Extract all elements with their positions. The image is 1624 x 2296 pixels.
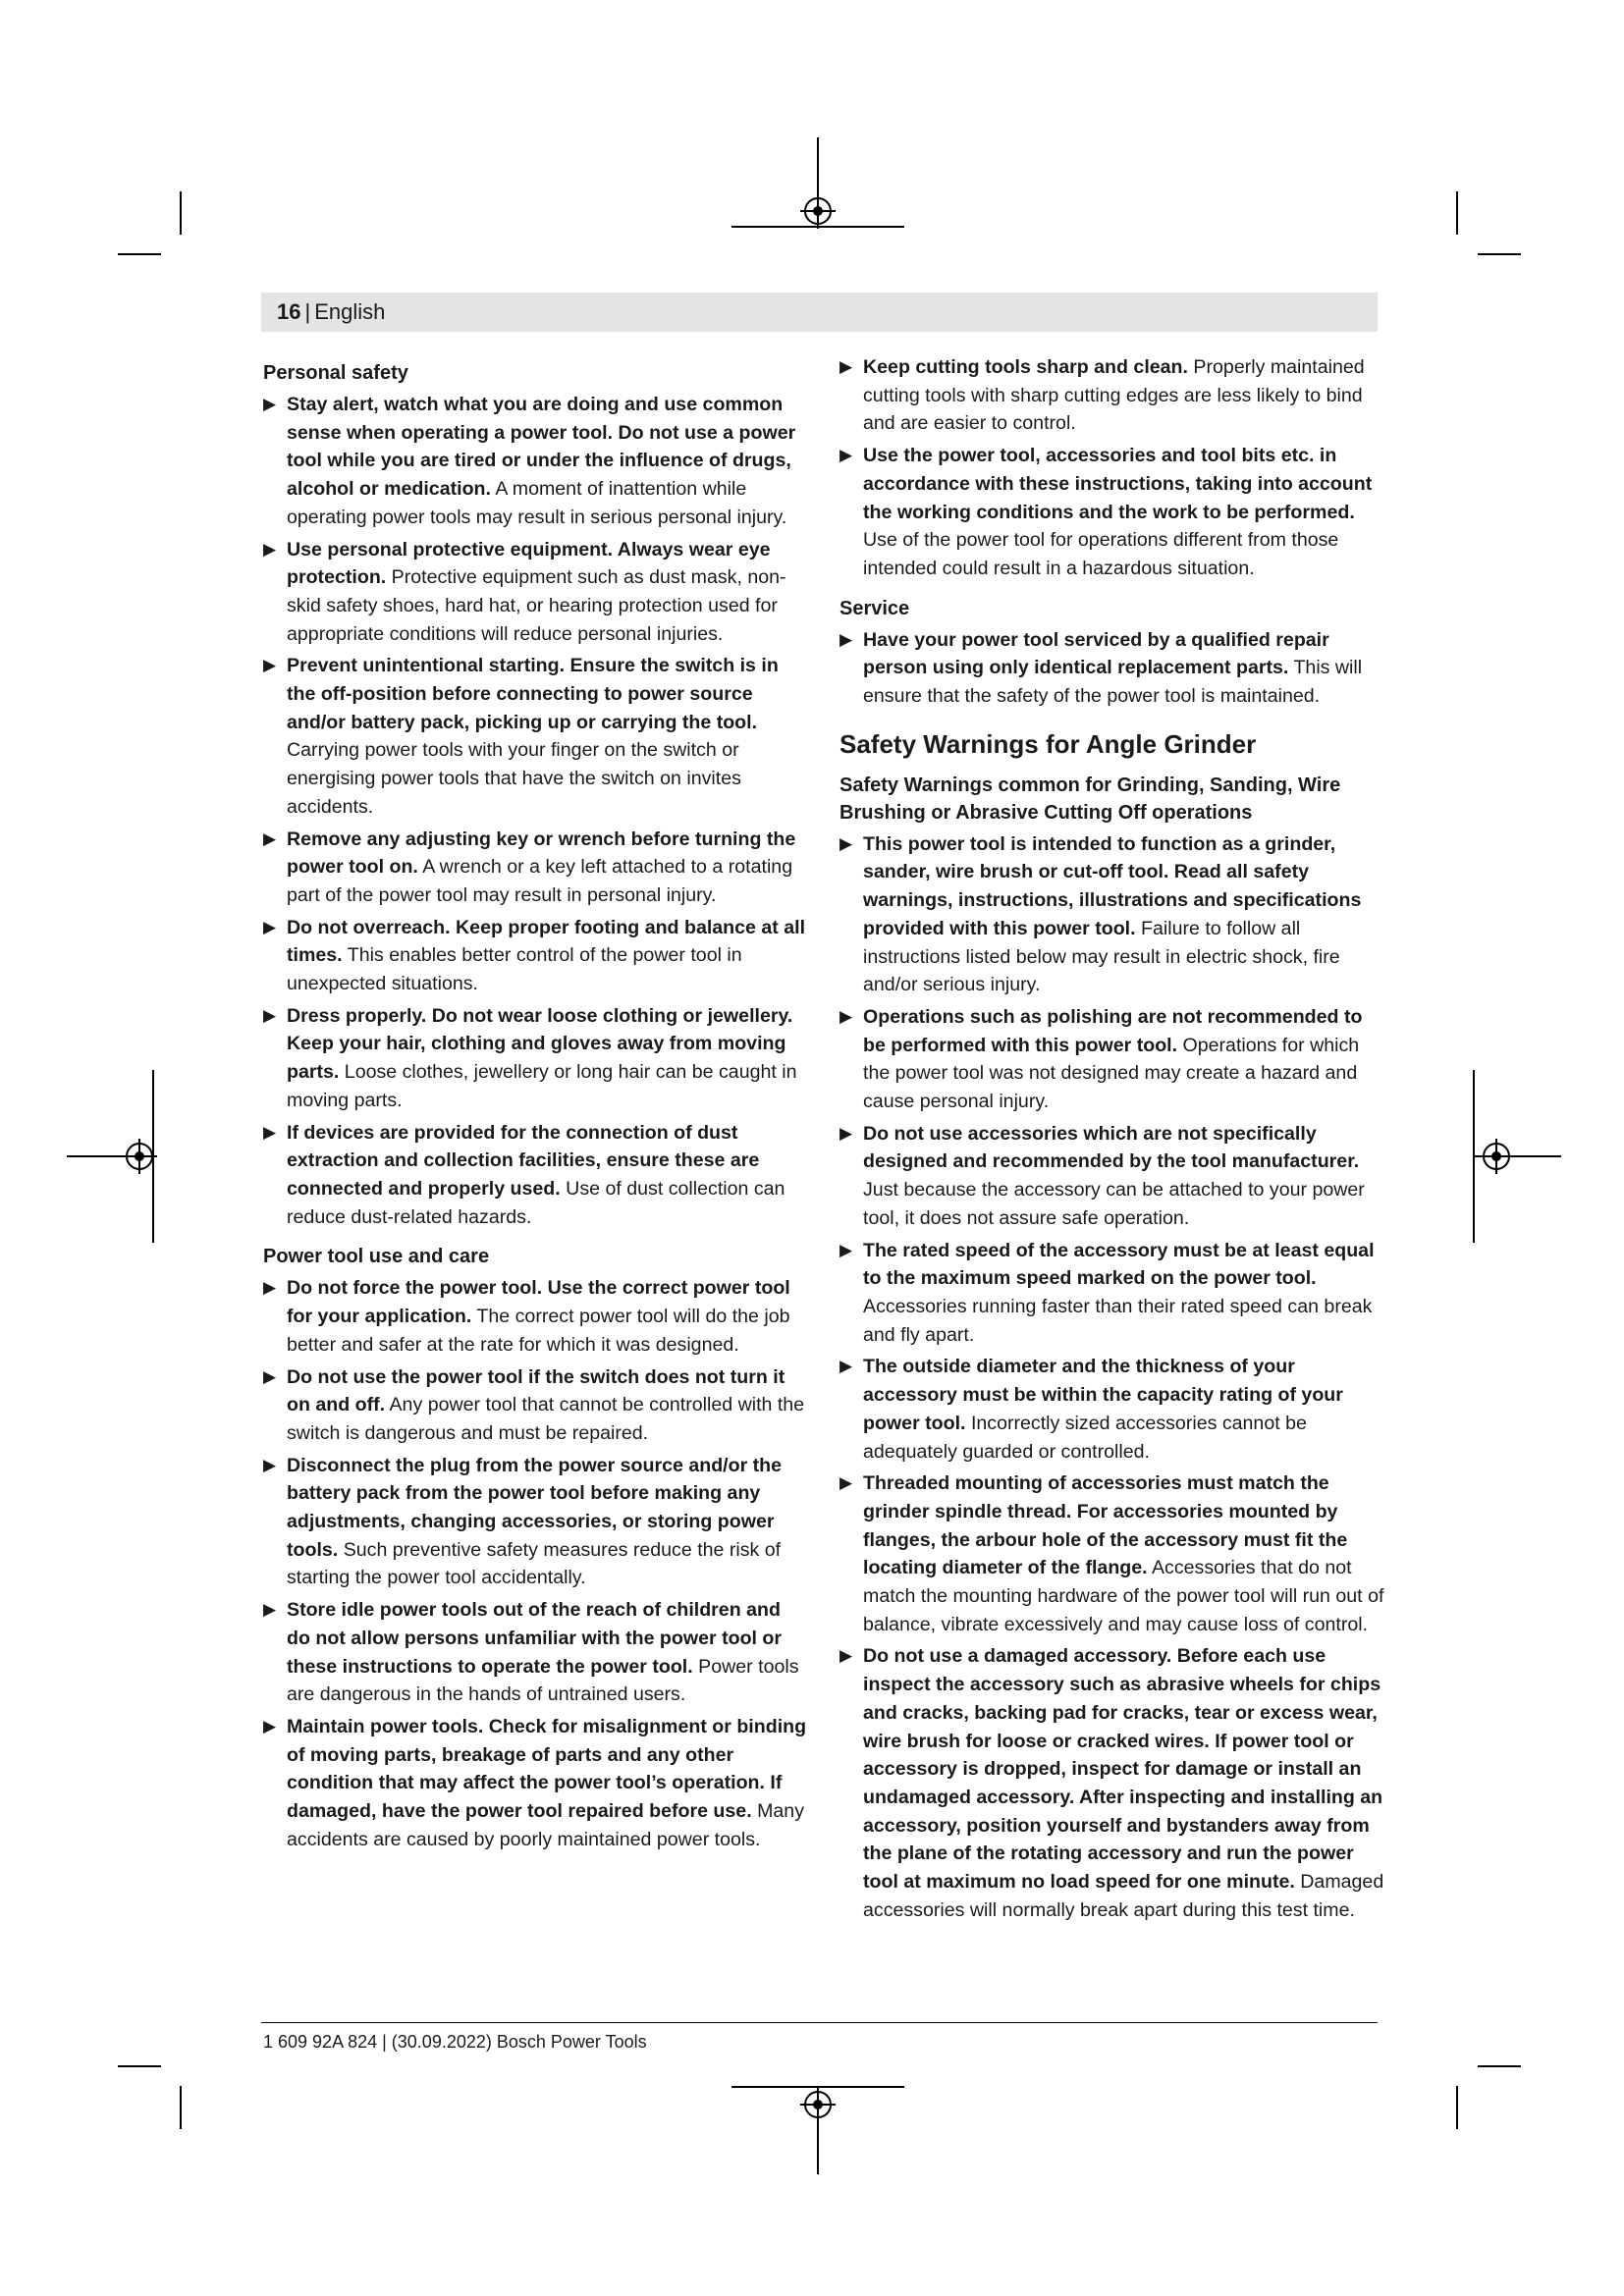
- right-column: [839, 353, 1384, 1936]
- triangle-right-icon: ▶: [839, 1123, 853, 1143]
- item-text: Many accidents are caused by poorly maintained power tools.: [287, 1800, 804, 1850]
- item-text: Accessories that do not match the mounting hardware of the power tool will run out of balance, vibrate excessively and may cause loss of control.: [863, 1557, 1384, 1635]
- triangle-right-icon: ▶: [839, 357, 853, 376]
- list-item: [263, 826, 808, 910]
- list-item: [839, 353, 1384, 438]
- personal-safety-list: [263, 391, 808, 1231]
- triangle-right-icon: ▶: [263, 1005, 277, 1025]
- item-text: Just because the accessory can be attached to your power tool, it does not assure safe operation.: [863, 1179, 1365, 1229]
- item-text: Carrying power tools with your finger on the switch or energising power tools that have the switch on invites accidents.: [287, 739, 741, 818]
- item-bold-text: Have your power tool serviced by a qualified repair person using only identical replacement parts.: [863, 628, 1329, 679]
- triangle-right-icon: ▶: [263, 395, 277, 413]
- crop-mark: [180, 191, 182, 235]
- item-bold-text: Operations such as polishing are not recommended to be performed with this power tool.: [863, 1005, 1363, 1056]
- item-bold-text: The rated speed of the accessory must be at least equal to the maximum speed marked on the power tool.: [863, 1239, 1375, 1290]
- item-text: The correct power tool will do the job better and safer at the rate for which it was designed.: [287, 1306, 790, 1356]
- item-text: Properly maintained cutting tools with sharp cutting edges are less likely to bind and are easier to control.: [863, 356, 1365, 435]
- item-text: Any power tool that cannot be controlled with the switch is dangerous and must be repaired.: [287, 1394, 805, 1444]
- triangle-right-icon: ▶: [263, 1600, 277, 1620]
- triangle-right-icon: ▶: [263, 1122, 277, 1142]
- list-item: [839, 1120, 1384, 1233]
- list-item: [263, 652, 808, 821]
- triangle-right-icon: ▶: [263, 1366, 277, 1386]
- triangle-right-icon: ▶: [263, 539, 277, 559]
- list-item: [263, 1713, 808, 1854]
- list-item: [263, 1596, 808, 1709]
- triangle-right-icon: ▶: [263, 828, 277, 848]
- list-item: [839, 1003, 1384, 1116]
- item-text: Protective equipment such as dust mask, non-skid safety shoes, hard hat, or hearing protection used for appropriate conditions will reduce personal injuries.: [287, 566, 786, 645]
- triangle-right-icon: ▶: [839, 1357, 853, 1376]
- item-bold-text: This power tool is intended to function as a grinder, sander, wire brush or cut-off tool. Read all safety warnings, instructions, illustrations and specifications provided with this power tool.: [863, 832, 1362, 939]
- page-number: 16: [277, 299, 301, 324]
- list-item: [839, 1642, 1384, 1924]
- item-text: This enables better control of the power tool in unexpected situations.: [287, 944, 742, 995]
- item-bold-text: Use the power tool, accessories and tool bits etc. in accordance with these instructions, taking into account the working conditions and the work to be performed.: [863, 445, 1373, 523]
- triangle-right-icon: ▶: [839, 446, 853, 465]
- item-bold-text: If devices are provided for the connection of dust extraction and collection facilities, ensure these are connected and properly used.: [287, 1121, 760, 1200]
- list-item: [839, 1469, 1384, 1638]
- item-text: Accessories running faster than their rated speed can break and fly apart.: [863, 1295, 1373, 1346]
- item-bold-text: Remove any adjusting key or wrench before turning the power tool on.: [287, 828, 796, 879]
- triangle-right-icon: ▶: [839, 1473, 853, 1493]
- header-language: English: [314, 299, 386, 324]
- item-text: Operations for which the power tool was not designed may create a hazard and cause personal injury.: [863, 1034, 1360, 1113]
- footer-rule: [261, 2022, 1378, 2023]
- triangle-right-icon: ▶: [263, 1455, 277, 1474]
- item-text: Use of dust collection can reduce dust-related hazards.: [287, 1177, 785, 1228]
- triangle-right-icon: ▶: [839, 629, 853, 649]
- header-separator: |: [304, 299, 311, 324]
- crop-mark: [1456, 191, 1458, 235]
- list-item: [263, 914, 808, 998]
- triangle-right-icon: ▶: [839, 1006, 853, 1026]
- triangle-right-icon: ▶: [263, 1278, 277, 1298]
- crop-mark: [1478, 2065, 1521, 2067]
- crop-mark: [1456, 2086, 1458, 2129]
- power-tool-use-list: [263, 1274, 808, 1853]
- item-bold-text: Do not use accessories which are not specifically designed and recommended by the tool manufacturer.: [863, 1122, 1360, 1173]
- item-bold-text: Dress properly. Do not wear loose clothing or jewellery. Keep your hair, clothing and gloves away from moving parts.: [287, 1004, 793, 1084]
- list-item: [839, 1237, 1384, 1350]
- item-bold-text: Do not use the power tool if the switch does not turn it on and off.: [287, 1365, 785, 1416]
- list-item: [263, 1119, 808, 1232]
- list-item: [839, 1353, 1384, 1466]
- personal-safety-heading: Personal safety: [263, 362, 408, 384]
- triangle-right-icon: ▶: [839, 1646, 853, 1666]
- list-item: [263, 1452, 808, 1593]
- item-text: Power tools are dangerous in the hands of untrained users.: [287, 1655, 799, 1706]
- list-item: [263, 1002, 808, 1115]
- item-text: Loose clothes, jewellery or long hair can be caught in moving parts.: [287, 1061, 797, 1111]
- list-item: [263, 391, 808, 532]
- item-text: Incorrectly sized accessories cannot be adequately guarded or controlled.: [863, 1412, 1307, 1463]
- footer-text: 1 609 92A 824 | (30.09.2022) Bosch Power Tools: [263, 2032, 647, 2052]
- angle-grinder-list: [839, 830, 1384, 1925]
- item-text: This will ensure that the safety of the power tool is maintained.: [863, 657, 1363, 708]
- crop-mark: [118, 2065, 161, 2067]
- item-bold-text: Do not overreach. Keep proper footing and balance at all times.: [287, 916, 806, 967]
- registration-mark-icon: [126, 1143, 153, 1170]
- registration-mark-icon: [804, 197, 832, 225]
- triangle-right-icon: ▶: [839, 1240, 853, 1259]
- item-text: A wrench or a key left attached to a rotating part of the power tool may result in personal injury.: [287, 856, 793, 906]
- list-item: [263, 1274, 808, 1359]
- item-bold-text: Threaded mounting of accessories must match the grinder spindle thread. For accessories mounted by flanges, the arbour hole of the accessory must fit the locating diameter of the flange.: [863, 1472, 1348, 1579]
- registration-mark-icon: [1483, 1143, 1510, 1170]
- crop-mark: [118, 253, 161, 255]
- item-bold-text: Disconnect the plug from the power source and/or the battery pack from the power tool before making any adjustments, changing accessories, or storing power tools.: [287, 1454, 783, 1561]
- list-item: [839, 626, 1384, 711]
- item-bold-text: Prevent unintentional starting. Ensure the switch is in the off-position before connecting to power source and/or battery pack, picking up or carrying the tool.: [287, 655, 779, 733]
- service-list: [839, 626, 1384, 711]
- crop-mark: [1478, 253, 1521, 255]
- item-bold-text: The outside diameter and the thickness of your accessory must be within the capacity rating of your power tool.: [863, 1356, 1343, 1434]
- triangle-right-icon: ▶: [839, 833, 853, 853]
- item-text: Failure to follow all instructions listed below may result in electric shock, fire and/or serious injury.: [863, 917, 1340, 996]
- power-tool-use-list-continued: [839, 353, 1384, 583]
- item-text: Use of the power tool for operations different from those intended could result in a hazardous situation.: [863, 529, 1339, 579]
- triangle-right-icon: ▶: [263, 917, 277, 936]
- item-bold-text: Keep cutting tools sharp and clean.: [863, 356, 1188, 378]
- item-text: Such preventive safety measures reduce the risk of starting the power tool accidentally.: [287, 1538, 782, 1589]
- triangle-right-icon: ▶: [263, 1716, 277, 1735]
- item-bold-text: Maintain power tools. Check for misalignment or binding of moving parts, breakage of parts and any other condition that may affect the power tool’s operation. If damaged, have the power tool repaired before use.: [287, 1715, 807, 1823]
- item-bold-text: Do not force the power tool. Use the correct power tool for your application.: [287, 1277, 790, 1328]
- registration-mark-icon: [804, 2091, 832, 2118]
- page-header: [261, 293, 1378, 332]
- list-item: [263, 536, 808, 649]
- item-text: A moment of inattention while operating power tools may result in serious personal injury.: [287, 478, 787, 528]
- angle-grinder-heading: Safety Warnings for Angle Grinder: [839, 728, 1257, 759]
- list-item: [839, 442, 1384, 583]
- angle-grinder-subheading: Safety Warnings common for Grinding, Sanding, Wire Brushing or Abrasive Cutting Off operations: [839, 774, 1341, 824]
- list-item: [839, 830, 1384, 999]
- item-bold-text: Store idle power tools out of the reach of children and do not allow persons unfamiliar with the power tool or these instructions to operate the power tool.: [287, 1599, 783, 1678]
- service-heading: Service: [839, 597, 910, 619]
- list-item: [263, 1363, 808, 1448]
- power-tool-use-heading: Power tool use and care: [263, 1246, 490, 1268]
- item-bold-text: Do not use a damaged accessory. Before each use inspect the accessory such as abrasive wheels for chips and cracks, backing pad for cracks, tear or excess wear, wire brush for loose or cracked wires. If power tool or accessory is dropped, inspect for damage or install an undamaged accessory. After inspecting and installing an accessory, position yourself and bystanders away from the plane of the rotating accessory and run the power tool at maximum no load speed for one minute.: [863, 1645, 1383, 1894]
- item-text: Damaged accessories will normally break apart during this test time.: [863, 1871, 1384, 1921]
- triangle-right-icon: ▶: [263, 656, 277, 675]
- item-bold-text: Use personal protective equipment. Always wear eye protection.: [287, 538, 771, 589]
- left-column: [263, 353, 808, 1865]
- crop-mark: [180, 2086, 182, 2129]
- item-bold-text: Stay alert, watch what you are doing and use common sense when operating a power tool. Do not use a power tool while you are tired or under the influence of drugs, alcohol or medication.: [287, 394, 796, 501]
